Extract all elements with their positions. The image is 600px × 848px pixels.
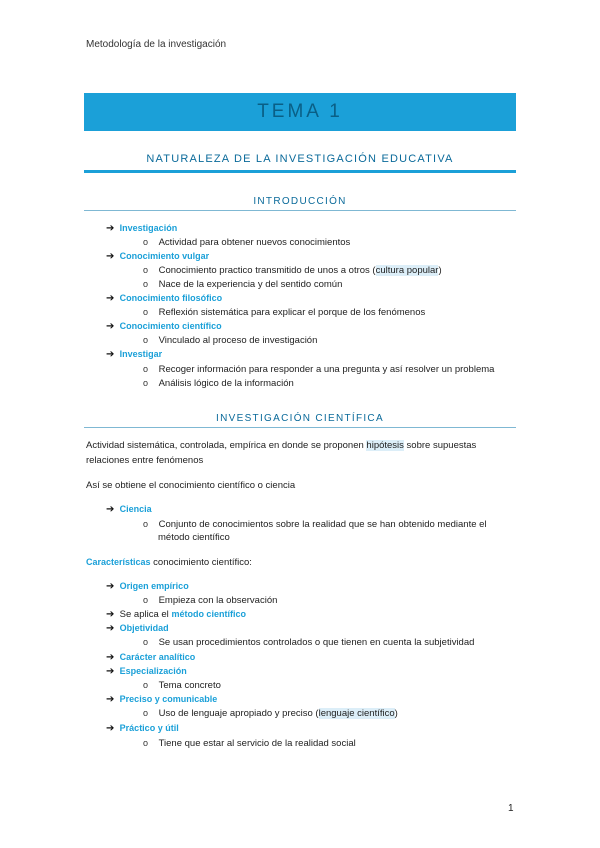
sub-bullet: o Análisis lógico de la información <box>143 378 294 389</box>
sub-bullet: o Se usan procedimientos controlados o que tienen en cuenta la subjetividad <box>143 637 475 648</box>
arrow-icon: ➔ <box>106 666 115 677</box>
page-number: 1 <box>508 803 514 814</box>
term-label: método científico <box>171 609 246 619</box>
arrow-icon: ➔ <box>106 223 115 234</box>
section-rule-ic <box>84 427 516 428</box>
highlight: cultura popular <box>375 265 439 276</box>
arrow-icon: ➔ <box>106 623 115 634</box>
list-item <box>106 693 217 706</box>
list-item <box>106 348 162 361</box>
list-item <box>106 503 152 516</box>
sub-bullet: o Vinculado al proceso de investigación <box>143 335 318 346</box>
term-label: Objetividad <box>119 623 169 633</box>
term-label: Características <box>86 557 151 567</box>
sub-bullet: o Empieza con la observación <box>143 595 278 606</box>
term-label: Preciso y comunicable <box>119 694 218 704</box>
sub-bullet: o Reflexión sistemática para explicar el porque de los fenómenos <box>143 307 426 318</box>
term-label: Práctico y útil <box>119 723 179 733</box>
arrow-icon: ➔ <box>106 723 115 734</box>
chapter-subtitle: NATURALEZA DE LA INVESTIGACIÓN EDUCATIVA <box>146 153 454 165</box>
term-label: Ciencia <box>119 504 152 514</box>
section-heading-ic: INVESTIGACIÓN CIENTÍFICA <box>216 413 384 424</box>
list-item <box>106 622 169 635</box>
sub-bullet-continuation: método científico <box>158 532 230 543</box>
term-label: Origen empírico <box>119 581 189 591</box>
arrow-icon: ➔ <box>106 293 115 304</box>
highlight: hipótesis <box>366 440 404 451</box>
list-item <box>106 722 179 735</box>
term-label: Investigación <box>119 223 178 233</box>
arrow-icon: ➔ <box>106 321 115 332</box>
title-banner <box>84 93 516 131</box>
section-heading-intro: INTRODUCCIÓN <box>253 196 347 207</box>
sub-bullet: o Nace de la experiencia y del sentido común <box>143 279 343 290</box>
running-header: Metodología de la investigación <box>86 39 227 50</box>
arrow-icon: ➔ <box>106 652 115 663</box>
arrow-icon: ➔ <box>106 609 115 620</box>
list-item <box>106 250 209 263</box>
list-item <box>106 665 187 678</box>
arrow-icon: ➔ <box>106 694 115 705</box>
sub-bullet: o Recoger información para responder a una pregunta y así resolver un problema <box>143 364 495 375</box>
arrow-icon: ➔ <box>106 504 115 515</box>
list-item <box>106 320 222 333</box>
term-label: Conocimiento filosófico <box>119 293 223 303</box>
characteristics-lead: Características conocimiento científico: <box>86 557 252 568</box>
list-item <box>106 651 195 664</box>
term-label: Especialización <box>119 666 187 676</box>
sub-bullet: o Conocimiento practico transmitido de unos a otros (cultura popular) <box>143 265 442 276</box>
paragraph: Actividad sistemática, controlada, empírica en donde se proponen hipótesis sobre supuestas relaciones entre fenómenos <box>86 440 477 466</box>
arrow-icon: ➔ <box>106 251 115 262</box>
term-label: Conocimiento científico <box>119 321 222 331</box>
term-label: Conocimiento vulgar <box>119 251 210 261</box>
term-label: Carácter analítico <box>119 652 196 662</box>
paragraph: Así se obtiene el conocimiento científico o ciencia <box>86 480 296 491</box>
list-item <box>106 292 222 305</box>
sub-bullet: o Tiene que estar al servicio de la realidad social <box>143 738 356 749</box>
sub-bullet: o Uso de lenguaje apropiado y preciso (lenguaje científico) <box>143 708 398 719</box>
section-rule-intro <box>84 210 516 211</box>
list-item <box>106 222 177 235</box>
highlight: lenguaje científico <box>318 708 395 719</box>
sub-bullet: o Tema concreto <box>143 680 221 691</box>
chapter-title: TEMA 1 <box>257 101 343 122</box>
sub-bullet: o Actividad para obtener nuevos conocimientos <box>143 237 351 248</box>
subtitle-rule <box>84 170 516 173</box>
term-label: Investigar <box>119 349 163 359</box>
arrow-icon: ➔ <box>106 581 115 592</box>
list-item: ➔ Se aplica el método científico <box>106 609 246 620</box>
sub-bullet: o Conjunto de conocimientos sobre la realidad que se han obtenido mediante el <box>143 519 487 530</box>
list-item <box>106 580 189 593</box>
arrow-icon: ➔ <box>106 349 115 360</box>
